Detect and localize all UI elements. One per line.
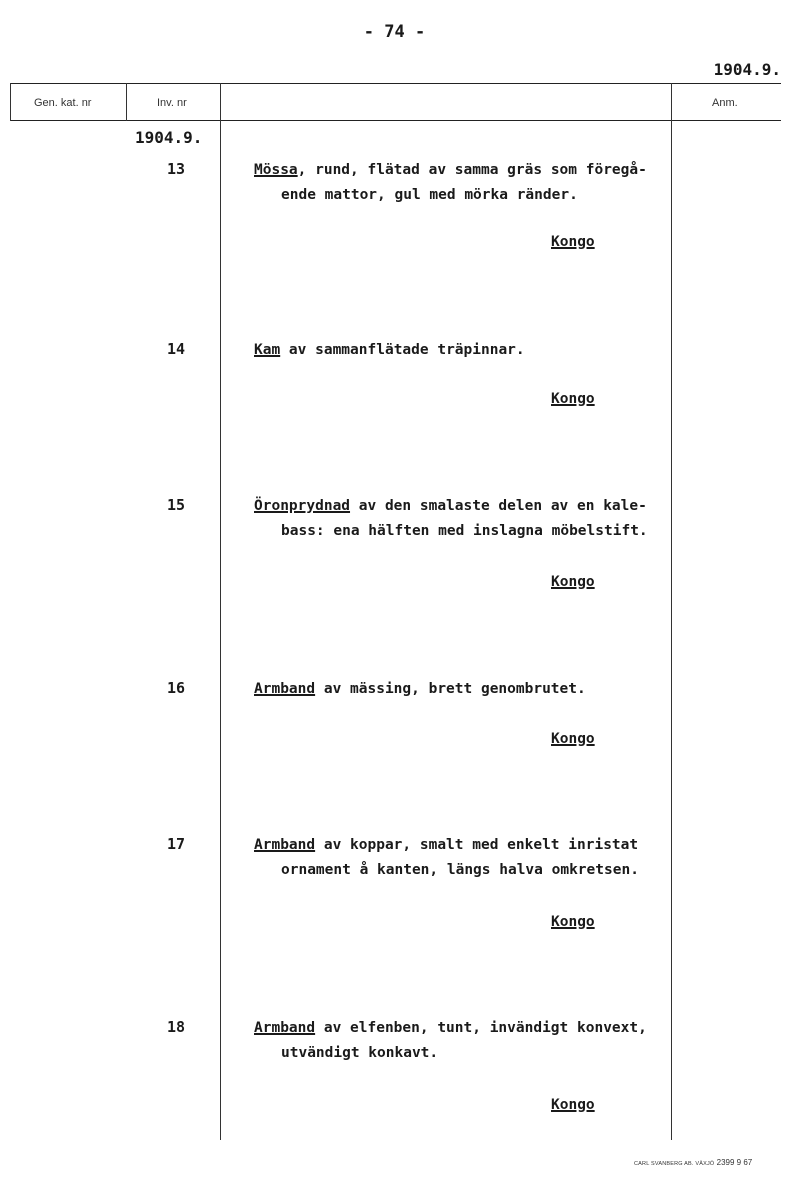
entry-line-2: ornament å kanten, längs halva omkretsen. [281,862,639,878]
entry-origin: Kongo [551,914,595,930]
entry-line-2: ende mattor, gul med mörka ränder. [281,187,578,203]
entry-term: Armband [254,837,316,853]
entry-term: Armband [254,681,316,697]
entry-origin: Kongo [551,234,595,250]
page-code: 1904.9. [713,60,781,79]
entry-origin: Kongo [551,391,595,407]
entry-number: 13 [167,160,186,178]
entry-line-1: av sammanflätade träpinnar. [280,342,525,358]
entry-line-2: utvändigt konkavt. [281,1045,439,1061]
table-code: 1904.9. [135,128,203,147]
entry-description [254,494,674,544]
entry-line-1: , rund, flätad av samma gräs som föregå- [297,162,647,178]
entry-origin: Kongo [551,574,595,590]
column-divider-2 [126,83,127,121]
form-code: 2399 9 67 [716,1158,753,1167]
entry-number: 17 [167,835,186,853]
entry-description [254,677,674,702]
printer-footer [634,1158,752,1167]
entry-line-1: av koppar, smalt med enkelt inristat [315,837,639,853]
column-divider-1 [10,83,11,121]
column-header-anm: Anm. [712,97,738,109]
entry-term: Armband [254,1020,316,1036]
entry-term: Mössa [254,162,298,178]
column-divider-3 [220,83,221,1140]
entry-description [254,158,674,208]
column-header-inv-nr: Inv. nr [157,97,187,109]
entry-term: Öronprydnad [254,498,351,514]
entry-number: 16 [167,679,186,697]
printer-name: CARL SVANBERG AB. VÄXJÖ [634,1161,715,1167]
page-number: - 74 - [363,22,426,42]
entry-line-1: av elfenben, tunt, invändigt konvext, [315,1020,647,1036]
entry-number: 14 [167,340,186,358]
column-header-gen-kat-nr: Gen. kat. nr [34,97,92,109]
entry-description [254,1016,674,1066]
entry-origin: Kongo [551,731,595,747]
entry-line-2: bass: ena hälften med inslagna möbelstift. [281,523,648,539]
entry-term: Kam [254,342,281,358]
entry-description [254,338,674,363]
entry-description [254,833,674,883]
entry-number: 15 [167,496,186,514]
entry-line-1: av mässing, brett genombrutet. [315,681,586,697]
entry-number: 18 [167,1018,186,1036]
entry-origin: Kongo [551,1097,595,1113]
column-divider-4 [671,83,672,1140]
entry-line-1: av den smalaste delen av en kale- [350,498,647,514]
